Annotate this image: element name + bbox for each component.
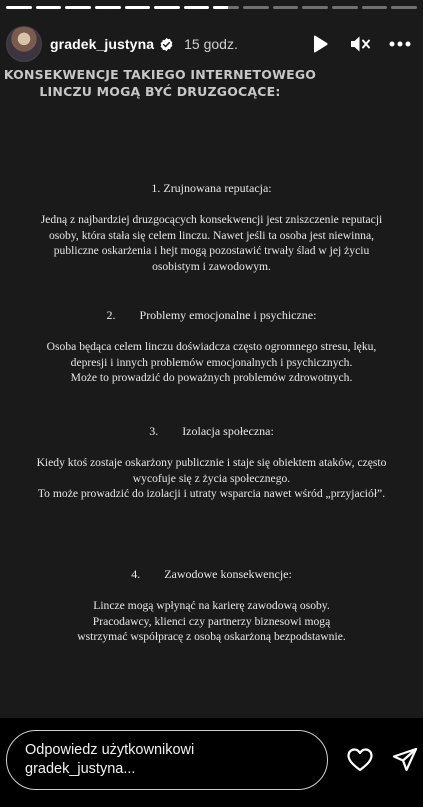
- story-time: 15 godz.: [184, 36, 238, 52]
- progress-segment: [332, 6, 358, 9]
- section-line: Lincze mogą wpłynąć na karierę zawodową osoby.: [93, 599, 330, 612]
- story-heading: [0, 66, 320, 100]
- section-line: Pracodawcy, klienci czy partnerzy biznesowi mogą: [92, 614, 331, 628]
- progress-segment: [95, 6, 121, 9]
- section-line: publiczne oskarżenia i hejt mogą pozostawić trwały ślad w jej życiu: [53, 244, 370, 257]
- progress-segment: [243, 6, 269, 9]
- section-body: [18, 339, 405, 386]
- section-body: [18, 455, 405, 502]
- section-line: Osoba będąca celem linczu doświadcza często ogromnego stresu, lęku,: [46, 340, 377, 353]
- story-footer: [0, 718, 423, 807]
- section-line: To może prowadzić do izolacji i utraty wsparcia nawet wśród „przyjaciół”.: [37, 487, 386, 500]
- progress-fill: [213, 6, 227, 9]
- section-body: [18, 598, 405, 645]
- progress-fill: [6, 6, 32, 9]
- progress-fill: [36, 6, 62, 9]
- reply-input[interactable]: [6, 730, 328, 790]
- progress-segment: [154, 6, 180, 9]
- heading-line-1: KONSEKWENCJE TAKIEGO INTERNETOWEGO: [3, 67, 317, 82]
- verified-badge-icon: [159, 37, 174, 52]
- section-title: 3. Izolacja społeczna:: [149, 424, 274, 438]
- progress-fill: [125, 6, 151, 9]
- avatar[interactable]: [6, 26, 42, 62]
- section-reputation: [18, 181, 405, 274]
- progress-segment: [36, 6, 62, 9]
- progress-fill: [154, 6, 180, 9]
- progress-segment: [6, 6, 32, 9]
- section-title: 4. Zawodowe konsekwencje:: [131, 567, 292, 581]
- progress-fill: [95, 6, 121, 9]
- section-line: Kiedy ktoś zostaje oskarżony publicznie i staje się obiektem ataków, często: [36, 456, 387, 469]
- progress-segment: [184, 6, 210, 9]
- progress-segment: [273, 6, 299, 9]
- progress-segment: [391, 6, 417, 9]
- play-icon[interactable]: [309, 33, 331, 55]
- mute-icon[interactable]: [349, 33, 371, 55]
- progress-fill: [184, 6, 210, 9]
- section-line: wstrzymać współpracę z osobą oskarżoną bezpodstawnie.: [77, 630, 346, 643]
- section-line: wycofuje się z życia społecznego.: [132, 471, 291, 485]
- section-professional: [18, 567, 405, 645]
- progress-segment: [125, 6, 151, 9]
- section-line: osobistym i zawodowym.: [152, 259, 271, 273]
- username[interactable]: gradek_justyna: [50, 36, 155, 52]
- section-line: Może to prowadzić do poważnych problemów zdrowotnych.: [70, 371, 353, 384]
- progress-segment: [302, 6, 328, 9]
- send-icon[interactable]: [392, 746, 418, 774]
- progress-fill: [65, 6, 91, 9]
- more-icon[interactable]: [389, 33, 411, 55]
- section-line: Jedną z najbardziej druzgocących konsekwencji jest zniszczenie reputacji: [40, 213, 383, 226]
- reply-placeholder-line-1: Odpowiedz użytkownikowi: [25, 742, 195, 758]
- reply-placeholder-line-2: gradek_justyna...: [25, 761, 136, 777]
- story-controls: [309, 33, 417, 55]
- story-header: [6, 22, 417, 66]
- progress-segment: [65, 6, 91, 9]
- section-body: [18, 212, 405, 274]
- heading-line-2: LINCZU MOGĄ BYĆ DRUZGOCĄCE:: [39, 84, 281, 99]
- heart-icon[interactable]: [346, 746, 374, 774]
- progress-segment: [362, 6, 388, 9]
- section-emotional: [18, 308, 405, 386]
- progress-segment: [213, 6, 239, 9]
- section-title: 1. Zrujnowana reputacja:: [151, 181, 272, 195]
- section-isolation: [18, 424, 405, 502]
- section-line: depresji i innych problemów emocjonalnych i psychicznych.: [70, 355, 353, 369]
- story-progress-bar: [6, 6, 417, 9]
- section-line: osoby, która stała się celem linczu. Nawet jeśli ta osoba jest niewinna,: [48, 228, 375, 242]
- section-title: 2. Problemy emocjonalne i psychiczne:: [106, 308, 317, 322]
